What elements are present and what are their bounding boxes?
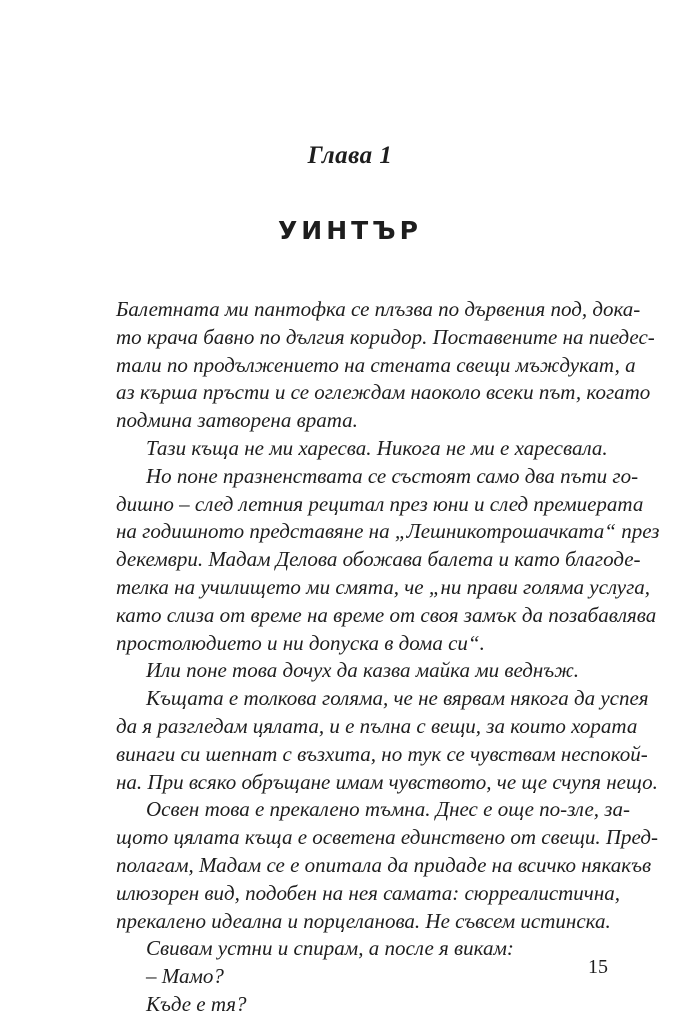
text-line: като слиза от време на време от своя замък да позабавлява <box>116 602 657 627</box>
text-line: Тази къща не ми харесва. Никога не ми е харесвала. <box>146 435 608 460</box>
text-line: Свивам устни и спирам, а после я викам: <box>146 936 514 961</box>
text-line: – Мамо? <box>146 964 224 989</box>
text-line: Освен това е прекалено тъмна. Днес е още по-зле, за- <box>146 797 630 822</box>
chapter-label: Глава 1 <box>307 142 393 169</box>
body-text <box>116 296 660 1019</box>
text-line: да я разгледам цялата, и е пълна с вещи, за които хората <box>116 713 638 738</box>
text-line: простолюдието и ни допуска в дома си“. <box>116 630 485 655</box>
text-line: на. При всяко обръщане имам чувството, че ще счупя нещо. <box>116 769 658 794</box>
text-line: декември. Мадам Делова обожава балета и като благоде- <box>116 547 641 572</box>
text-line: дишно – след летния рецитал през юни и след премиерата <box>116 491 644 516</box>
text-line: винаги си шепнат с възхита, но тук се чувствам неспокой- <box>116 741 648 766</box>
text-line: Балетната ми пантофка се плъзва по дървения под, дока- <box>116 297 641 321</box>
text-line: на годишното представяне на „Лешникотрошачката“ през <box>116 519 660 544</box>
text-line: подмина затворена врата. <box>116 408 358 433</box>
text-line: полагам, Мадам се е опитала да придаде на всичко някакъв <box>116 852 652 877</box>
text-line: аз кърша пръсти и се оглеждам наоколо всеки път, когато <box>116 380 651 405</box>
text-line: прекалено идеална и порцеланова. Не съвсем истинска. <box>116 908 611 933</box>
text-line: Или поне това дочух да казва майка ми веднъж. <box>146 658 579 683</box>
text-line: то крача бавно по дългия коридор. Поставените на пиедес- <box>116 324 655 349</box>
text-line: телка на училището ми смята, че „ни прави голяма услуга, <box>116 574 651 599</box>
text-line: Къщата е толкова голяма, че не вярвам някога да успея <box>146 686 649 711</box>
text-line: щото цялата къща е осветена единствено от свещи. Пред- <box>116 825 658 850</box>
text-line: Къде е тя? <box>146 991 247 1016</box>
page-number: 15 <box>588 956 608 978</box>
text-line: Но поне празненствата се състоят само два пъти го- <box>146 463 639 488</box>
text-line: тали по продължението на стената свещи мъждукат, а <box>116 352 636 377</box>
chapter-title: УИНТЪР <box>278 216 422 245</box>
text-line: илюзорен вид, подобен на нея самата: сюрреалистична, <box>116 880 620 905</box>
